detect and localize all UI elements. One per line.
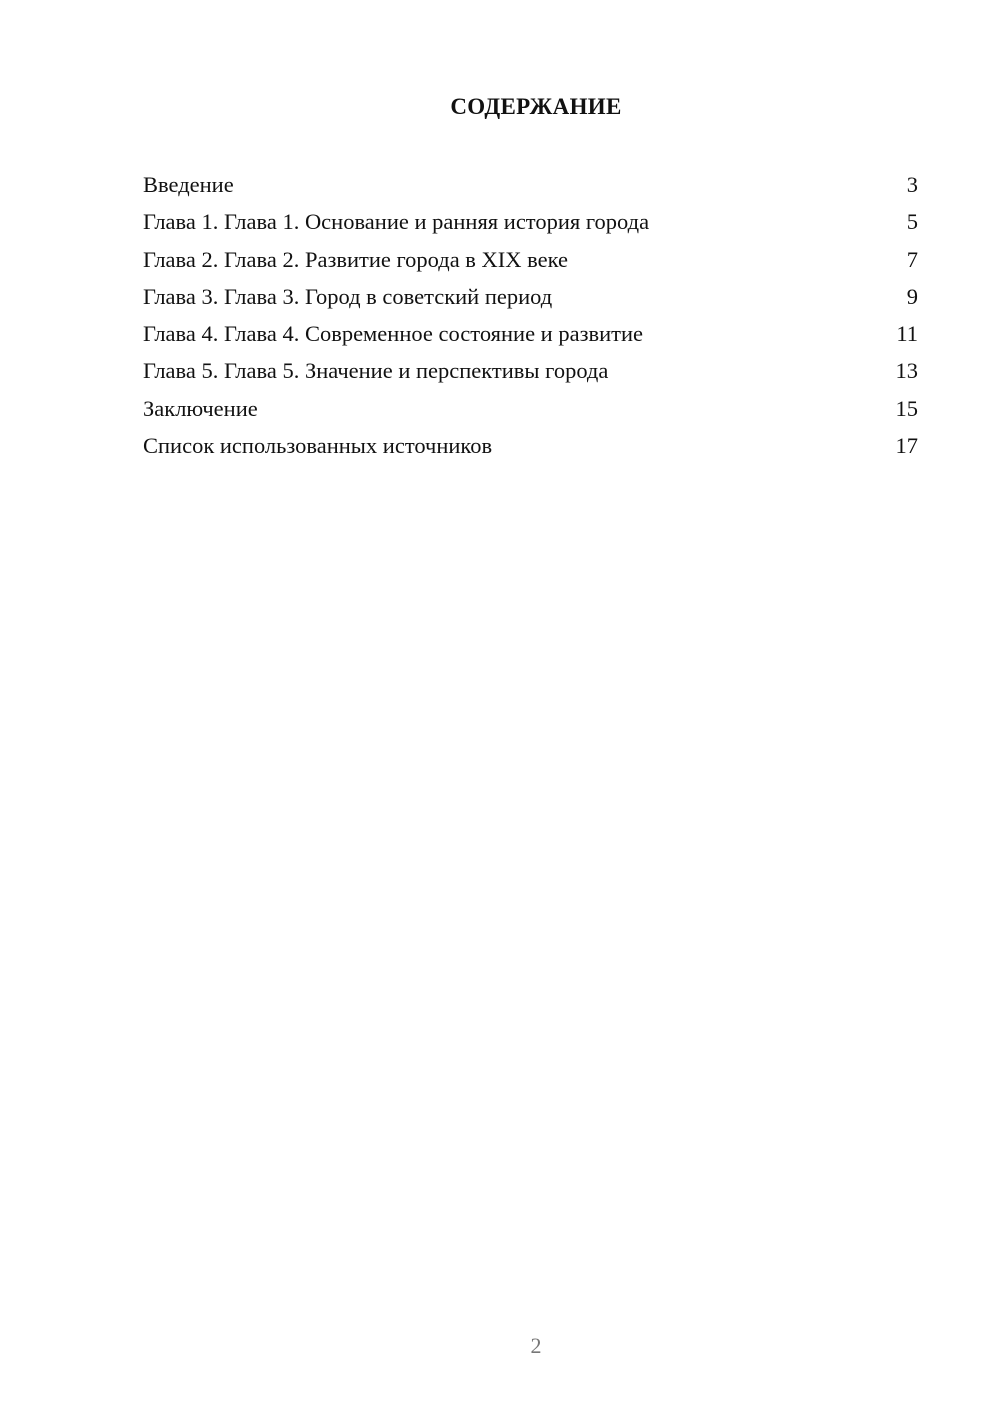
toc-entry-chapter-5 bbox=[143, 354, 918, 391]
toc-entry-label: Заключение bbox=[143, 395, 258, 421]
toc-entry-references bbox=[143, 429, 918, 466]
toc-entry-label: Глава 5. Глава 5. Значение и перспективы города bbox=[143, 358, 609, 384]
toc-entry-chapter-1 bbox=[143, 205, 918, 242]
toc-entry-page: 15 bbox=[895, 395, 918, 421]
toc-entry-page: 13 bbox=[895, 358, 918, 384]
toc-entry-page: 17 bbox=[895, 433, 918, 459]
table-of-contents bbox=[143, 168, 918, 466]
toc-entry-page: 7 bbox=[906, 246, 918, 272]
toc-entry-label: Введение bbox=[143, 172, 234, 197]
toc-entry-label: Список использованных источников bbox=[143, 433, 493, 459]
toc-entry-label: Глава 1. Глава 1. Основание и ранняя история города bbox=[143, 209, 650, 235]
toc-entry-page: 5 bbox=[906, 209, 918, 235]
toc-entry-conclusion bbox=[143, 392, 918, 429]
toc-entry-page: 11 bbox=[896, 321, 918, 347]
toc-entry-chapter-4 bbox=[143, 317, 918, 354]
toc-entry-label: Глава 4. Глава 4. Современное состояние и развитие bbox=[143, 321, 643, 347]
page-title: СОДЕРЖАНИЕ bbox=[450, 94, 622, 119]
toc-entry-label: Глава 3. Глава 3. Город в советский период bbox=[143, 283, 553, 309]
toc-entry-introduction bbox=[143, 168, 918, 205]
toc-entry-page: 3 bbox=[906, 172, 918, 197]
page-number: 2 bbox=[530, 1333, 542, 1358]
toc-entry-page: 9 bbox=[906, 283, 918, 309]
toc-entry-chapter-3 bbox=[143, 280, 918, 317]
toc-entry-label: Глава 2. Глава 2. Развитие города в XIX веке bbox=[143, 246, 569, 272]
toc-entry-chapter-2 bbox=[143, 243, 918, 280]
